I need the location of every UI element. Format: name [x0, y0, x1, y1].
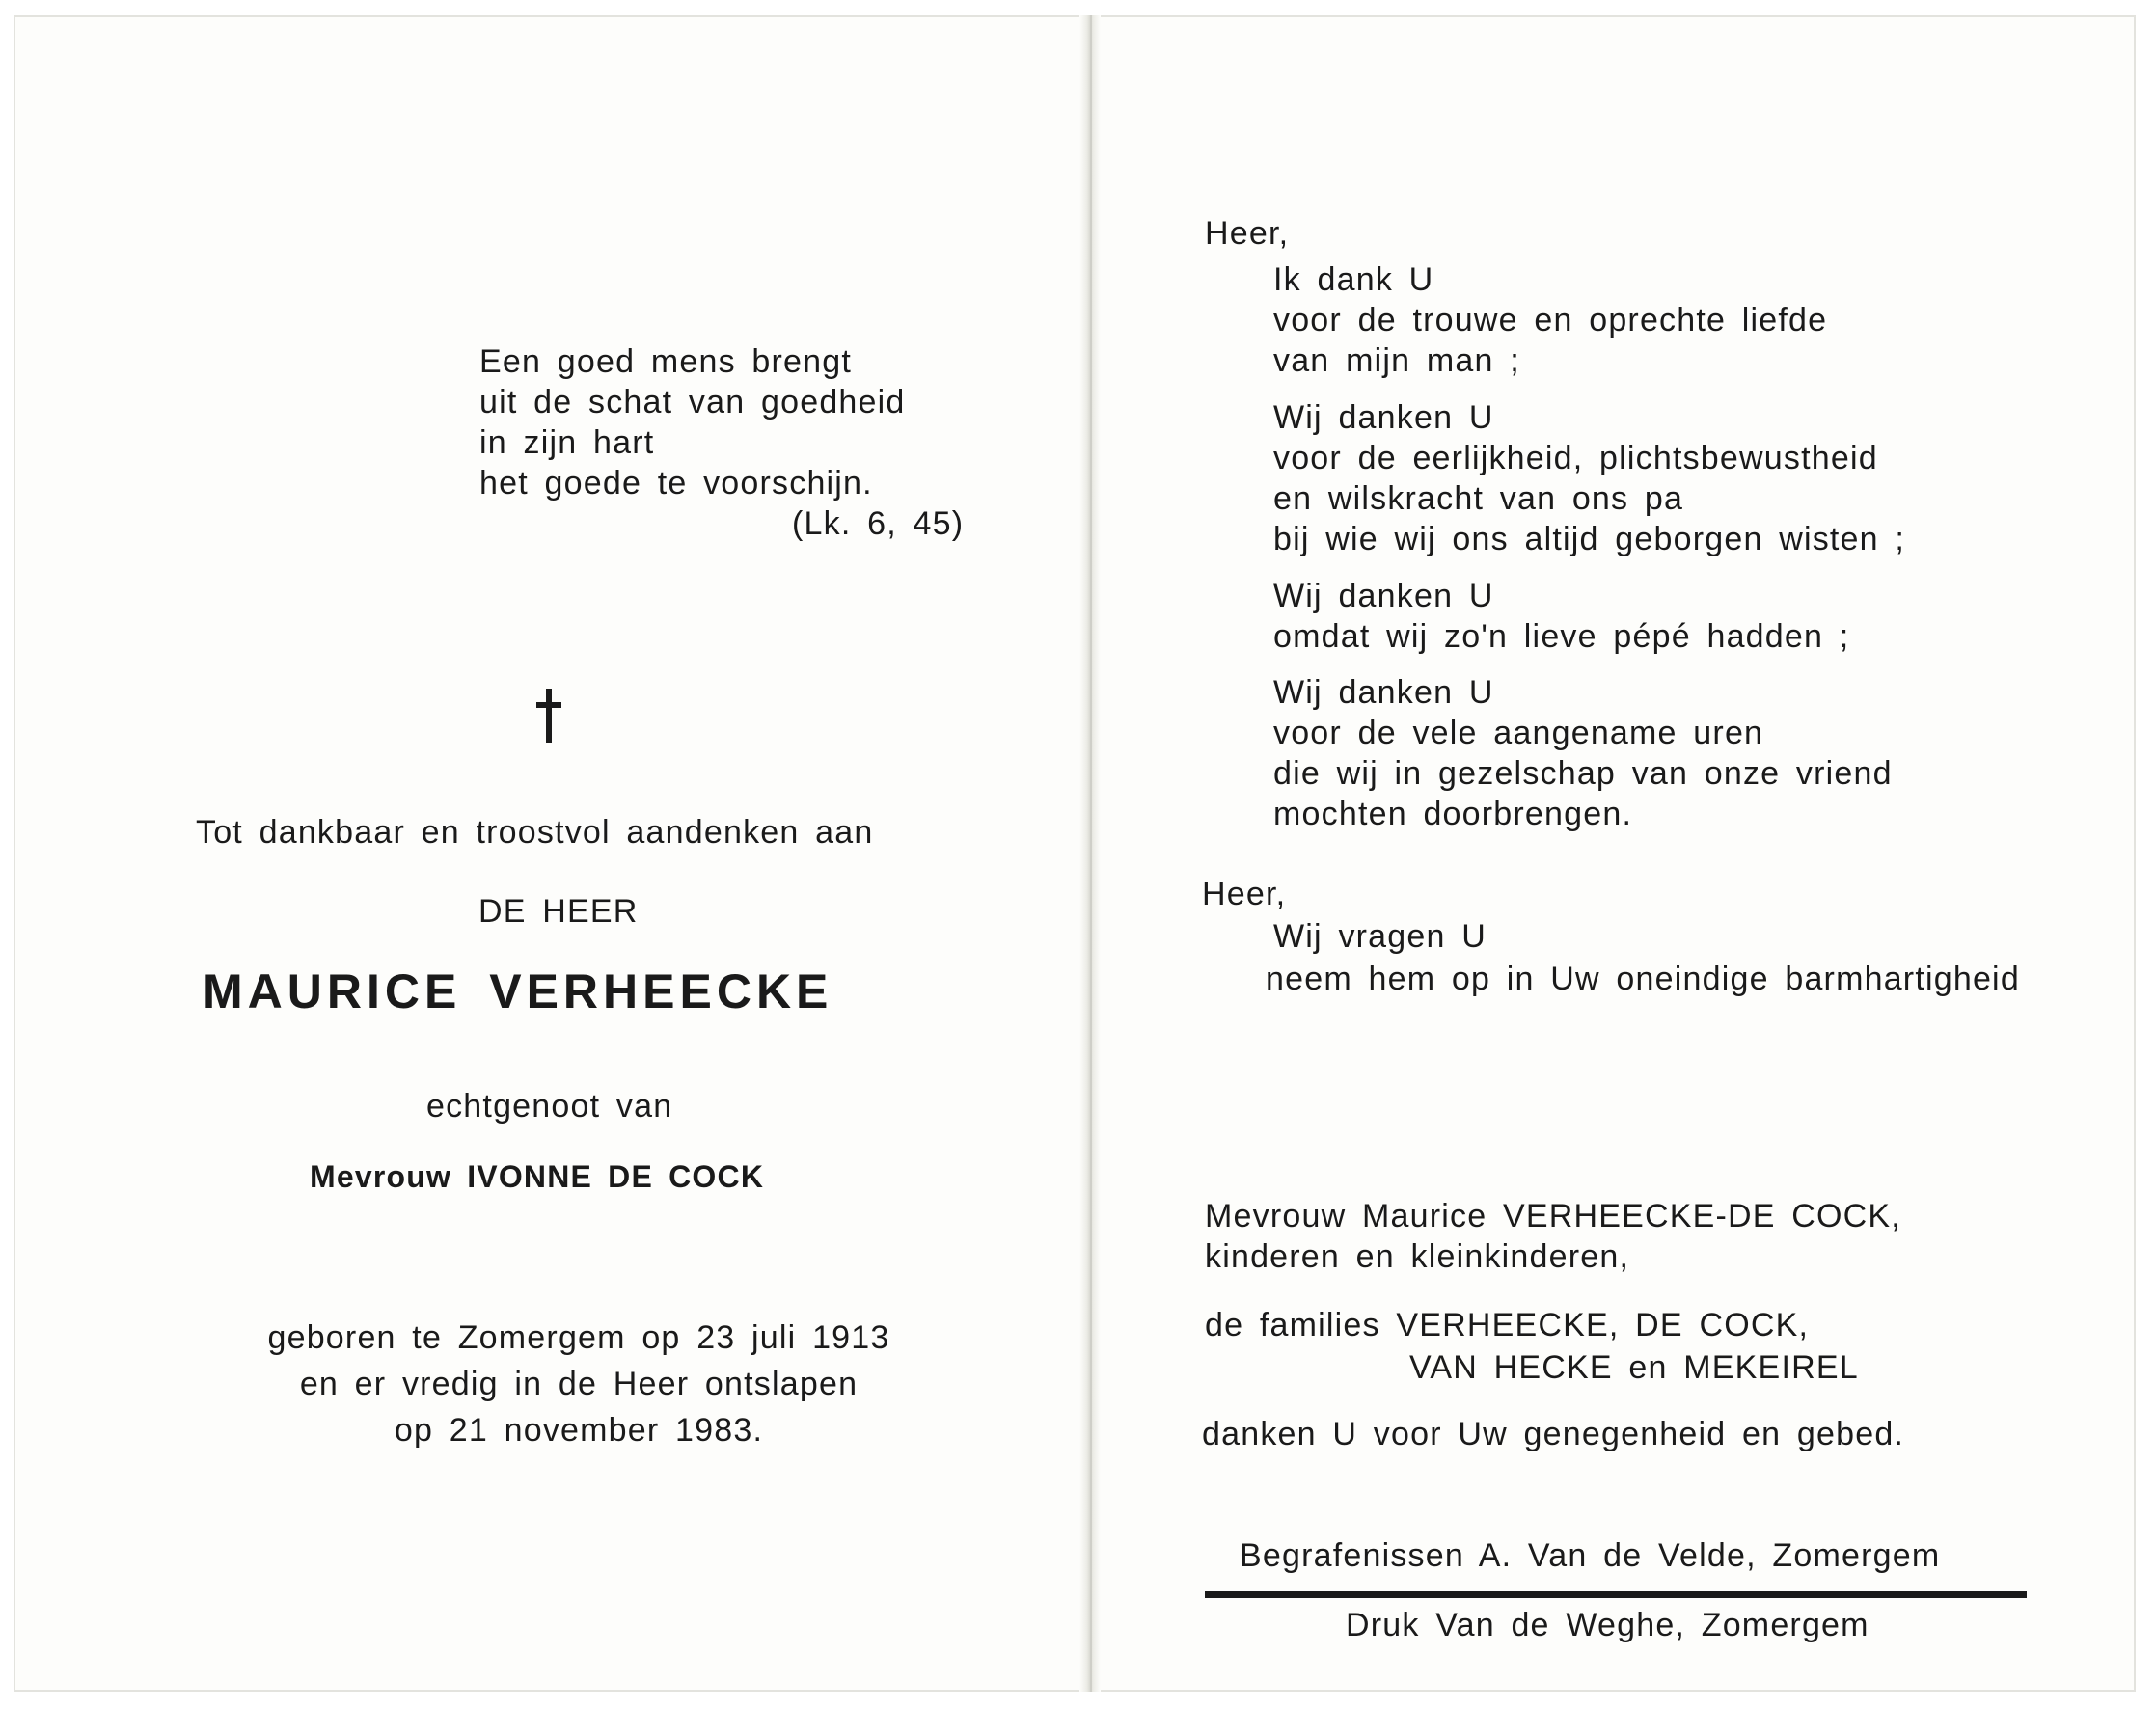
prayer-stanza-4-line-1: Wij danken U [1273, 674, 1494, 711]
prayer-stanza-4-line-2: voor de vele aangename uren [1273, 715, 1764, 751]
dates-line-1: geboren te Zomergem op 23 juli 1913 [267, 1319, 890, 1356]
prayer-stanza-4-line-3: die wij in gezelschap van onze vriend [1273, 755, 1893, 792]
quote-line-4: het goede te voorschijn. [479, 465, 873, 502]
dates-line-2: en er vredig in de Heer ontslapen [299, 1366, 859, 1402]
spouse-title: Mevrouw [310, 1159, 452, 1194]
prayer-stanza-1-line-2: voor de trouwe en oprechte liefde [1273, 302, 1828, 339]
prayer-stanza-2-line-1: Wij danken U [1273, 399, 1494, 436]
family-line-1: Mevrouw Maurice VERHEECKE-DE COCK, [1205, 1198, 1901, 1234]
prayer-stanza-2-line-3: en wilskracht van ons pa [1273, 480, 1684, 517]
fold-crease [1090, 15, 1092, 1692]
families-line-1: de families VERHEECKE, DE COCK, [1205, 1307, 1810, 1343]
memorial-intro: Tot dankbaar en troostvol aandenken aan [196, 814, 874, 851]
prayer-address-1: Heer, [1205, 215, 1290, 252]
spouse-line [310, 1156, 764, 1197]
honorific: DE HEER [478, 893, 639, 930]
prayer-stanza-4-line-4: mochten doorbrengen. [1273, 796, 1633, 832]
deceased-name: MAURICE VERHEECKE [203, 964, 833, 1018]
family-line-2: kinderen en kleinkinderen, [1205, 1238, 1630, 1275]
prayer-stanza-2-line-4: bij wie wij ons altijd geborgen wisten ; [1273, 521, 1906, 557]
prayer-closing-line-2: neem hem op in Uw oneindige barmhartigheid [1266, 961, 2020, 997]
cross-icon [534, 689, 563, 743]
prayer-stanza-2-line-2: voor de eerlijkheid, plichtsbewustheid [1273, 440, 1878, 476]
prayer-stanza-3-line-2: omdat wij zo'n lieve pépé hadden ; [1273, 618, 1850, 655]
quote-line-3: in zijn hart [479, 424, 655, 461]
prayer-stanza-1-line-3: van mijn man ; [1273, 342, 1520, 379]
prayer-stanza-3-line-1: Wij danken U [1273, 578, 1494, 614]
quote-reference: (Lk. 6, 45) [792, 505, 965, 542]
thanks-line: danken U voor Uw genegenheid en gebed. [1202, 1416, 1905, 1452]
prayer-stanza-1-line-1: Ik dank U [1273, 261, 1434, 298]
relation-text: echtgenoot van [426, 1088, 673, 1125]
divider-rule [1205, 1591, 2027, 1598]
families-line-2: VAN HECKE en MEKEIREL [1409, 1349, 1859, 1386]
prayer-closing-line-1: Wij vragen U [1273, 918, 1487, 955]
dates-line-3: op 21 november 1983. [394, 1412, 764, 1449]
funeral-home: Begrafenissen A. Van de Velde, Zomergem [1240, 1537, 1941, 1574]
quote-line-1: Een goed mens brengt [479, 343, 853, 380]
quote-line-2: uit de schat van goedheid [479, 384, 906, 420]
printer-credit: Druk Van de Weghe, Zomergem [1346, 1607, 1869, 1643]
prayer-address-2: Heer, [1202, 876, 1287, 912]
spouse-name: IVONNE DE COCK [467, 1159, 765, 1194]
